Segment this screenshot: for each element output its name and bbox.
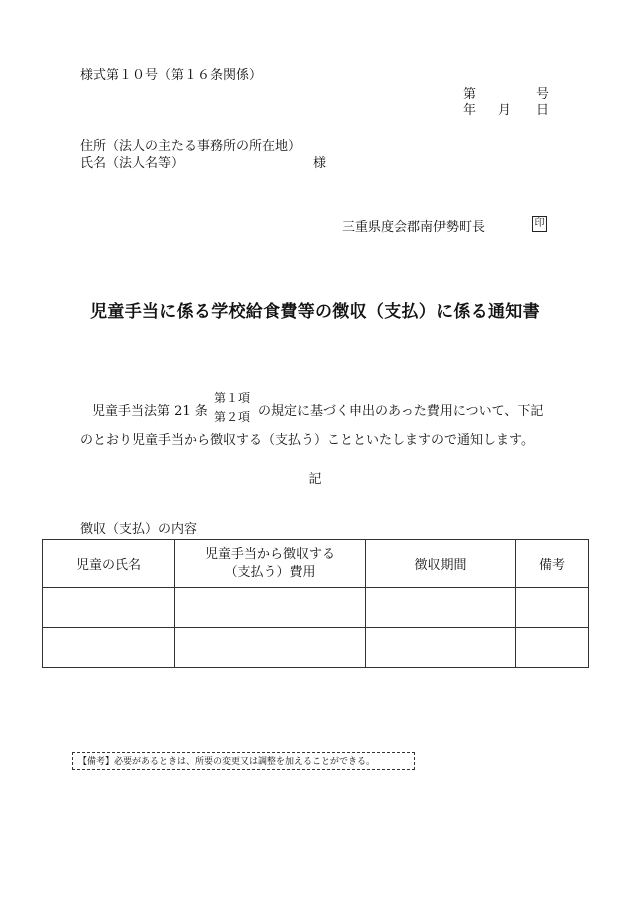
header-cost-line2: （支払う）費用 <box>224 564 316 580</box>
recipient-name-label: 氏名（法人名等） <box>80 156 185 171</box>
table-header-row <box>43 540 589 588</box>
date-day-label: 日 <box>536 103 550 118</box>
header-period: 徴収期間 <box>366 540 516 588</box>
body-option-paragraph1: 第１項 <box>214 391 251 405</box>
document-number-label: 第 <box>463 87 477 102</box>
header-cost-line1: 児童手当から徴収する <box>204 546 335 562</box>
recipient-honorific: 様 <box>313 156 327 171</box>
header-child-name: 児童の氏名 <box>43 540 175 588</box>
ki-marker: 記 <box>308 472 322 487</box>
date-month-label: 月 <box>498 103 512 118</box>
table-row <box>43 628 589 668</box>
body-text-part3: のとおり児童手当から徴収する（支払う）ことといたしますので通知します。 <box>80 433 534 448</box>
recipient-address-label: 住所（法人の主たる事務所の所在地） <box>80 139 302 154</box>
form-number: 様式第１０号（第１６条関係） <box>80 68 263 83</box>
cell-cost <box>175 588 366 628</box>
collection-details-table <box>42 539 589 668</box>
body-option-paragraph2: 第２項 <box>214 410 251 424</box>
table-caption: 徴収（支払）の内容 <box>80 522 198 537</box>
table-row <box>43 588 589 628</box>
cell-note <box>516 628 589 668</box>
document-number-suffix: 号 <box>536 87 550 102</box>
header-cost <box>175 540 366 588</box>
body-text-part1: 児童手当法第 21 条 <box>92 404 208 419</box>
date-year-label: 年 <box>463 103 477 118</box>
seal-mark: 印 <box>532 216 547 232</box>
header-note: 備考 <box>516 540 589 588</box>
remark-note: 【備考】必要があるときは、所要の変更又は調整を加えることができる。 <box>72 752 415 770</box>
body-text-part2: の規定に基づく申出のあった費用について、下記 <box>258 404 544 419</box>
cell-note <box>516 588 589 628</box>
issuer-name: 三重県度会郡南伊勢町長 <box>342 220 486 235</box>
cell-child-name <box>43 588 175 628</box>
cell-period <box>366 628 516 668</box>
cell-child-name <box>43 628 175 668</box>
cell-cost <box>175 628 366 668</box>
cell-period <box>366 588 516 628</box>
document-title: 児童手当に係る学校給食費等の徴収（支払）に係る通知書 <box>90 302 540 322</box>
